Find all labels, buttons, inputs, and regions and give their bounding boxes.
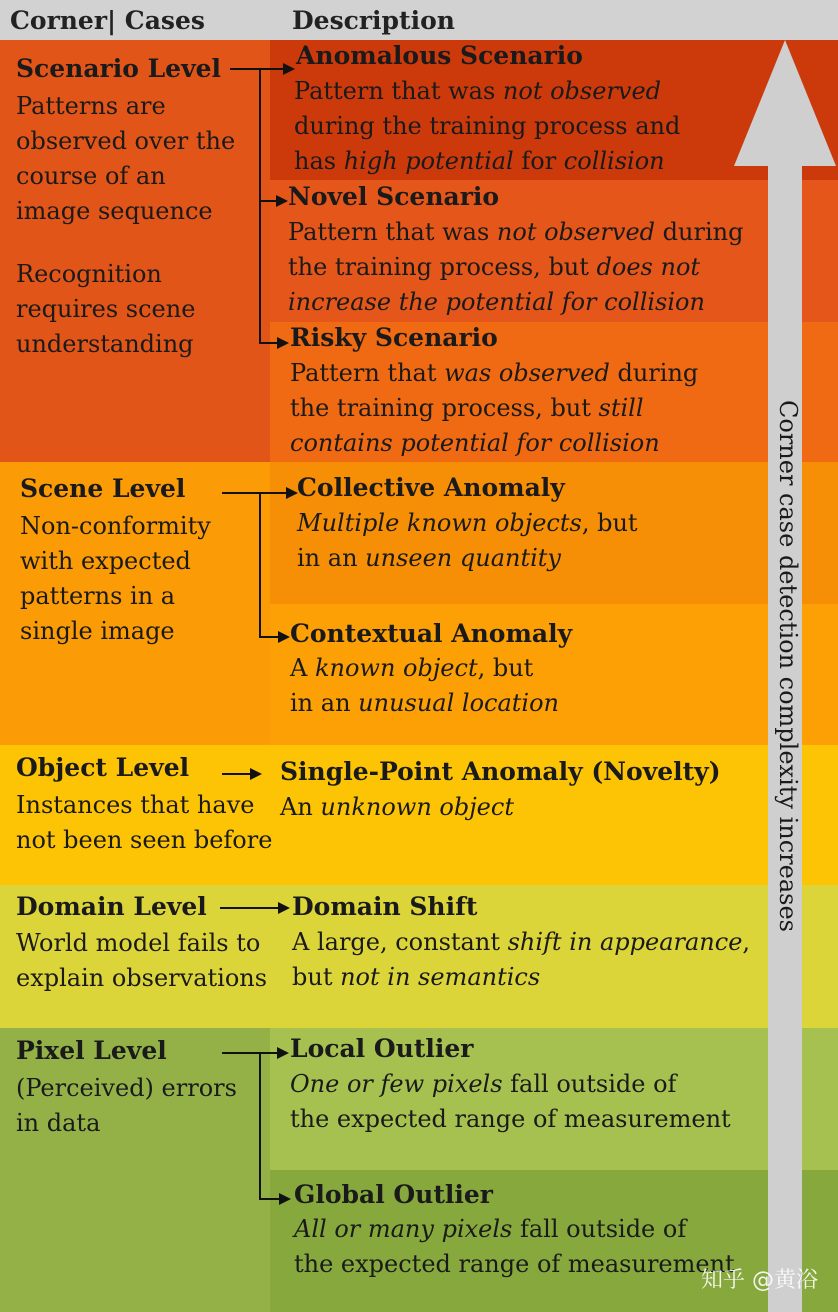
scene-level-title: Scene Level: [20, 474, 186, 503]
to-collective-line: [259, 492, 286, 494]
pixel-level-desc-1: (Perceived) errors in data: [16, 1074, 237, 1137]
contextual-anomaly-title: Contextual Anomaly: [290, 619, 573, 648]
single-point-anomaly-title: Single-Point Anomaly (Novelty): [280, 757, 721, 786]
plain-text: , but: [581, 509, 638, 537]
domain-level-desc-1: World model fails to explain observations: [16, 929, 268, 992]
scenario-level-desc-2: Recognition requires scene understanding: [16, 260, 196, 358]
emphasized-text: does not: [596, 253, 701, 281]
to-global-line: [259, 1198, 279, 1200]
scene-connector-v: [259, 492, 261, 637]
description-line: [290, 1102, 731, 1137]
description-line: [290, 356, 698, 391]
pixel-level-title: Pixel Level: [16, 1036, 167, 1065]
novel-scenario-title: Novel Scenario: [288, 182, 500, 211]
emphasized-text: unusual location: [358, 689, 560, 717]
description-line: [290, 651, 559, 686]
plain-text: A large, constant: [292, 928, 508, 956]
domain-connector-arrowhead: [278, 902, 290, 914]
risky-scenario-title: Risky Scenario: [290, 323, 498, 352]
domain-level-title: Domain Level: [16, 892, 207, 921]
description-header: Description: [292, 6, 455, 35]
emphasized-text: One or few pixels: [290, 1070, 503, 1098]
scenario-level-desc: [16, 89, 238, 362]
plain-text: in an: [297, 544, 366, 572]
plain-text: during: [655, 218, 744, 246]
plain-text: the training process, but: [290, 394, 599, 422]
plain-text: An: [280, 793, 321, 821]
plain-text: A: [290, 654, 315, 682]
to-risky-arrowhead: [277, 337, 289, 349]
plain-text: , but: [477, 654, 534, 682]
anomalous-scenario-desc: [294, 74, 680, 179]
emphasized-text: still: [598, 394, 644, 422]
local-outlier-desc: [290, 1067, 731, 1137]
object-connector-arrowhead: [250, 768, 262, 780]
description-line: [294, 74, 680, 109]
scene-connector-h: [222, 492, 260, 494]
object-level-title: Object Level: [16, 753, 190, 782]
arrow-label: Corner case detection complexity increases: [774, 400, 802, 932]
description-line: [294, 1247, 735, 1282]
emphasized-text: was observed: [444, 359, 610, 387]
description-line: [297, 506, 638, 541]
emphasized-text: known object: [314, 654, 478, 682]
description-line: [294, 144, 680, 179]
global-outlier-title: Global Outlier: [294, 1180, 493, 1209]
to-local-arrowhead: [277, 1047, 289, 1059]
emphasized-text: collision: [563, 147, 665, 175]
emphasized-text: contains potential for collision: [290, 429, 660, 457]
to-contextual-line: [259, 636, 278, 638]
description-line: [290, 391, 698, 426]
description-line: [288, 250, 743, 285]
corner-cases-header: Corner| Cases: [10, 6, 205, 35]
global-outlier-desc: [294, 1212, 735, 1282]
plain-text: Pattern that was: [294, 77, 503, 105]
description-line: [290, 1067, 731, 1102]
object-connector-line: [222, 773, 250, 775]
scenario-level-title: Scenario Level: [16, 54, 222, 83]
scenario-level-desc-1: Patterns are observed over the course of an image sequence: [16, 92, 236, 225]
description-line: [292, 925, 750, 960]
domain-shift-desc: [292, 925, 750, 995]
plain-text: for: [513, 147, 564, 175]
description-line: [290, 686, 559, 721]
emphasized-text: not in semantics: [340, 963, 541, 991]
description-line: [280, 790, 514, 825]
plain-text: Pattern that was: [288, 218, 497, 246]
object-level-desc-1: Instances that have not been seen before: [16, 791, 273, 854]
plain-text: Pattern that: [290, 359, 445, 387]
domain-shift-title: Domain Shift: [292, 892, 478, 921]
description-line: [288, 215, 743, 250]
emphasized-text: not observed: [496, 218, 656, 246]
description-line: [290, 426, 698, 461]
local-outlier-title: Local Outlier: [290, 1034, 474, 1063]
scene-level-desc-1: Non-conformity with expected patterns in a single image: [20, 512, 211, 645]
plain-text: the expected range of measurement: [294, 1250, 735, 1278]
watermark: 知乎 @黄浴: [701, 1268, 818, 1293]
plain-text: during the training process and: [294, 112, 681, 140]
plain-text: during: [609, 359, 699, 387]
plain-text: fall outside of: [512, 1215, 687, 1243]
domain-level-desc: [16, 926, 284, 996]
description-line: [294, 109, 680, 144]
emphasized-text: not observed: [502, 77, 662, 105]
description-line: [294, 1212, 735, 1247]
collective-anomaly-title: Collective Anomaly: [297, 473, 565, 502]
risky-scenario-desc: [290, 356, 698, 461]
to-novel-arrowhead: [276, 195, 288, 207]
anomalous-scenario-title: Anomalous Scenario: [296, 41, 583, 70]
to-contextual-arrowhead: [278, 631, 290, 643]
contextual-anomaly-desc: [290, 651, 559, 721]
plain-text: in an: [290, 689, 359, 717]
to-novel-line: [259, 200, 276, 202]
to-local-line: [259, 1052, 277, 1054]
scene-level-desc: [20, 509, 235, 649]
scenario-connector-h: [230, 68, 260, 70]
domain-connector-line: [220, 907, 278, 909]
to-anomalous-line: [259, 68, 283, 70]
description-line: [288, 285, 743, 320]
plain-text: the training process, but: [288, 253, 597, 281]
pixel-connector-h: [222, 1052, 260, 1054]
description-line: [297, 541, 638, 576]
emphasized-text: All or many pixels: [294, 1215, 513, 1243]
emphasized-text: Multiple known objects: [297, 509, 582, 537]
plain-text: but: [292, 963, 341, 991]
novel-scenario-desc: [288, 215, 743, 320]
emphasized-text: high potential: [343, 147, 514, 175]
collective-anomaly-desc: [297, 506, 638, 576]
plain-text: ,: [742, 928, 751, 956]
arrow-label-anchor: [774, 400, 802, 932]
description-line: [292, 960, 750, 995]
pixel-connector-v: [259, 1052, 261, 1199]
plain-text: has: [294, 147, 344, 175]
emphasized-text: unseen quantity: [365, 544, 561, 572]
scenario-connector-v: [259, 68, 261, 343]
pixel-level-desc: [16, 1071, 256, 1141]
to-risky-line: [259, 342, 277, 344]
plain-text: fall outside of: [502, 1070, 677, 1098]
emphasized-text: shift in appearance: [507, 928, 743, 956]
emphasized-text: unknown object: [320, 793, 514, 821]
emphasized-text: increase the potential for collision: [288, 288, 705, 316]
single-point-anomaly-desc: [280, 790, 514, 825]
plain-text: the expected range of measurement: [290, 1105, 731, 1133]
to-global-arrowhead: [279, 1193, 291, 1205]
object-level-desc: [16, 788, 278, 858]
